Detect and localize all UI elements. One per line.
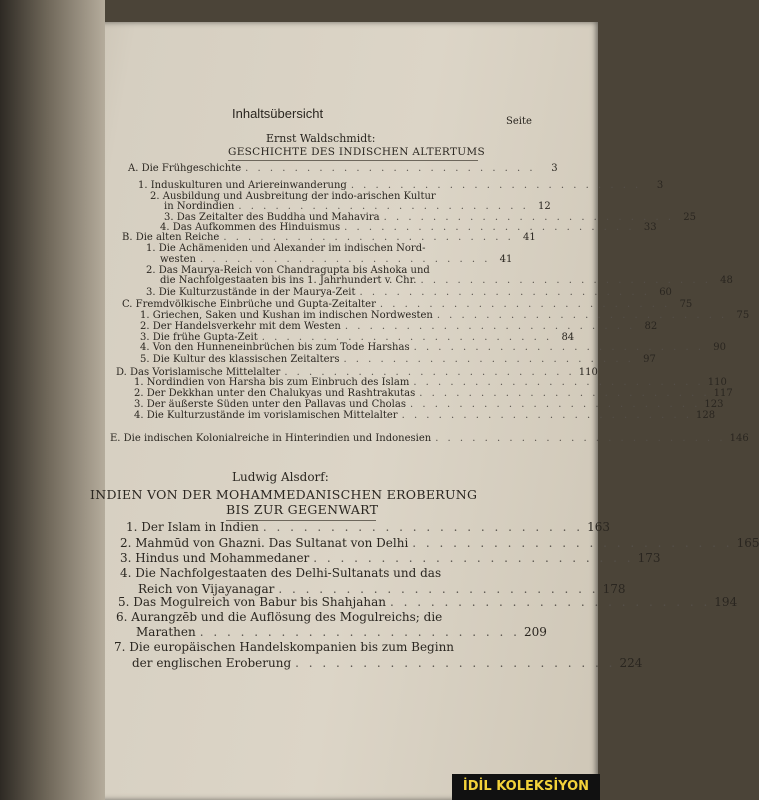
toc-entry-page: 48 bbox=[720, 275, 733, 286]
toc-leader-dots: . . . . . . . . . . . . . . . . . . . . . . . . bbox=[245, 163, 536, 174]
toc-entry-page: 178 bbox=[602, 582, 626, 596]
toc-entry-page: 12 bbox=[538, 201, 551, 212]
toc-leader-dots: . . . . . . . . . . . . . . . . . . . . . . . . bbox=[344, 321, 636, 332]
part1-toc-entry bbox=[160, 275, 733, 286]
toc-entry-label: westen bbox=[160, 254, 196, 265]
part2-title-line2: BIS ZUR GEGENWART bbox=[226, 502, 379, 517]
toc-leader-dots: . . . . . . . . . . . . . . . . . . . . . . . . bbox=[313, 551, 634, 565]
toc-entry-page: 33 bbox=[643, 222, 657, 233]
toc-entry-page: 110 bbox=[707, 377, 727, 388]
toc-entry-label: 1. Griechen, Saken und Kushan im indischen Nordwesten bbox=[140, 310, 433, 321]
part2-toc-entry bbox=[126, 520, 611, 534]
part1-toc-entry bbox=[122, 299, 693, 310]
toc-entry-label: 4. Die Kulturzustände im vorislamischen Mittelalter bbox=[134, 410, 398, 421]
toc-entry-page: 60 bbox=[659, 287, 672, 298]
toc-leader-dots: . . . . . . . . . . . . . . . . . . . . . . . . bbox=[435, 433, 726, 444]
part1-title-rule bbox=[228, 160, 478, 161]
part1-toc-entry bbox=[122, 232, 536, 243]
part2-toc-entry bbox=[136, 625, 547, 639]
toc-entry-page: 25 bbox=[683, 212, 697, 223]
toc-leader-dots: . . . . . . . . . . . . . . . . . . . . . . . . bbox=[413, 377, 704, 388]
toc-entry-label: Reich von Vijayanagar bbox=[138, 582, 275, 596]
toc-entry-page: 128 bbox=[696, 410, 716, 421]
part1-title: GESCHICHTE DES INDISCHEN ALTERTUMS bbox=[228, 146, 485, 158]
toc-leader-dots: . . . . . . . . . . . . . . . . . . . . . . . . bbox=[278, 582, 599, 596]
toc-leader-dots: . . . . . . . . . . . . . . . . . . . . . . . . bbox=[412, 536, 733, 550]
toc-entry-label: in Nordindien bbox=[164, 201, 235, 212]
part1-toc-entry bbox=[134, 388, 733, 399]
toc-leader-dots: . . . . . . . . . . . . . . . . . . . . . . . . bbox=[419, 388, 710, 399]
toc-leader-dots: . . . . . . . . . . . . . . . . . . . . . . . . bbox=[436, 310, 728, 321]
toc-leader-dots: . . . . . . . . . . . . . . . . . . . . . . . . bbox=[420, 275, 711, 286]
toc-leader-dots: . . . . . . . . . . . . . . . . . . . . . . . . bbox=[379, 299, 671, 310]
toc-entry-label: 2. Ausbildung und Ausbreitung der indo-arischen Kultur bbox=[150, 191, 436, 202]
part1-toc-entry bbox=[128, 163, 558, 174]
toc-entry-label: 3. Die frühe Gupta-Zeit bbox=[140, 332, 258, 343]
toc-entry-page: 117 bbox=[713, 388, 733, 399]
part2-author: Ludwig Alsdorf: bbox=[232, 470, 329, 484]
toc-entry-label: 2. Mahmūd von Ghazni. Das Sultanat von Delhi bbox=[120, 536, 409, 550]
part1-toc-entry bbox=[164, 201, 551, 212]
toc-heading: Inhaltsübersicht bbox=[232, 106, 324, 121]
toc-entry-page: 194 bbox=[714, 595, 738, 609]
part1-toc-entry bbox=[110, 433, 749, 444]
toc-leader-dots: . . . . . . . . . . . . . . . . . . . . . . . . bbox=[199, 625, 520, 639]
toc-entry-label: 3. Hindus und Mohammedaner bbox=[120, 551, 310, 565]
toc-entry-label: A. Die Frühgeschichte bbox=[128, 163, 242, 174]
toc-entry-label: 2. Der Handelsverkehr mit dem Westen bbox=[140, 321, 341, 332]
toc-leader-dots: . . . . . . . . . . . . . . . . . . . . . . . . bbox=[261, 332, 553, 343]
toc-leader-dots: . . . . . . . . . . . . . . . . . . . . . . . . bbox=[343, 354, 634, 365]
toc-entry-label: E. Die indischen Kolonialreiche in Hinterindien und Indonesien bbox=[110, 433, 432, 444]
toc-entry-label: 4. Die Nachfolgestaaten des Delhi-Sultanats und das bbox=[120, 566, 442, 580]
toc-entry-label: 5. Das Mogulreich von Babur bis Shahjahan bbox=[118, 595, 387, 609]
toc-entry-label: 1. Der Islam in Indien bbox=[126, 520, 259, 534]
toc-leader-dots: . . . . . . . . . . . . . . . . . . . . . . . . bbox=[344, 222, 635, 233]
part2-title-line1: INDIEN VON DER MOHAMMEDANISCHEN EROBERUNG bbox=[90, 487, 478, 502]
toc-entry-page: 224 bbox=[619, 656, 643, 670]
toc-entry-label: 4. Von den Hunneneinbrüchen bis zum Tode Harshas bbox=[140, 342, 410, 353]
part2-toc-entry bbox=[120, 536, 759, 550]
part1-toc-entry bbox=[146, 243, 496, 254]
toc-leader-dots: . . . . . . . . . . . . . . . . . . . . . . . . bbox=[284, 367, 575, 378]
part1-author: Ernst Waldschmidt: bbox=[266, 132, 376, 145]
toc-leader-dots: . . . . . . . . . . . . . . . . . . . . . . . . bbox=[200, 254, 491, 265]
toc-entry-page: 123 bbox=[704, 399, 724, 410]
part1-toc-entry bbox=[146, 287, 672, 298]
toc-entry-page: 90 bbox=[713, 342, 726, 353]
toc-entry-label: 6. Aurangzēb und die Auflösung des Mogulreichs; die bbox=[116, 610, 443, 624]
toc-leader-dots: . . . . . . . . . . . . . . . . . . . . . . . . bbox=[238, 201, 529, 212]
toc-entry-label: Marathen bbox=[136, 625, 196, 639]
toc-entry-page: 75 bbox=[679, 299, 693, 310]
toc-entry-page: 84 bbox=[561, 332, 575, 343]
part1-toc-entry bbox=[140, 310, 750, 321]
toc-entry-page: 163 bbox=[587, 520, 611, 534]
toc-entry-page: 41 bbox=[523, 232, 536, 243]
toc-entry-page: 97 bbox=[643, 354, 656, 365]
part1-toc-entry bbox=[140, 321, 658, 332]
toc-leader-dots: . . . . . . . . . . . . . . . . . . . . . . . . bbox=[409, 399, 701, 410]
toc-entry-label: 4. Das Aufkommen des Hinduismus bbox=[160, 222, 341, 233]
toc-entry-label: 2. Das Maurya-Reich von Chandragupta bis Ashoka und bbox=[146, 265, 430, 276]
toc-entry-label: 1. Die Achämeniden und Alexander im indischen Nord- bbox=[146, 243, 426, 254]
part2-toc-entry bbox=[120, 551, 661, 565]
page-column-label: Seite bbox=[506, 116, 532, 127]
toc-entry-label: 3. Die Kulturzustände in der Maurya-Zeit bbox=[146, 287, 356, 298]
toc-leader-dots: . . . . . . . . . . . . . . . . . . . . . . . . bbox=[401, 410, 692, 421]
part1-toc-entry bbox=[140, 342, 726, 353]
toc-entry-label: 5. Die Kultur des klassischen Zeitalters bbox=[140, 354, 340, 365]
part1-toc-entry bbox=[134, 410, 716, 421]
toc-leader-dots: . . . . . . . . . . . . . . . . . . . . . . . . bbox=[390, 595, 711, 609]
toc-entry-page: 82 bbox=[644, 321, 658, 332]
toc-leader-dots: . . . . . . . . . . . . . . . . . . . . . . . . bbox=[350, 180, 642, 191]
toc-entry-page: 110 bbox=[578, 367, 598, 378]
part1-toc-entry bbox=[138, 180, 664, 191]
part2-toc-entry bbox=[120, 566, 500, 580]
toc-entry-label: 3. Der äußerste Süden unter den Pallavas und Cholas bbox=[134, 399, 406, 410]
part1-toc-entry bbox=[160, 254, 513, 265]
toc-entry-label: D. Das Vorislamische Mittelalter bbox=[116, 367, 281, 378]
part1-toc-entry bbox=[134, 399, 724, 410]
part2-toc-entry bbox=[138, 582, 626, 596]
toc-entry-page: 3 bbox=[551, 163, 558, 174]
toc-entry-label: 1. Nordindien von Harsha bis zum Einbruch des Islam bbox=[134, 377, 410, 388]
toc-leader-dots: . . . . . . . . . . . . . . . . . . . . . . . . bbox=[262, 520, 584, 534]
toc-entry-label: 1. Induskulturen und Ariereinwanderung bbox=[138, 180, 347, 191]
watermark-label: İDİL KOLEKSİYON bbox=[452, 774, 600, 800]
part2-toc-entry bbox=[116, 610, 500, 624]
toc-entry-page: 146 bbox=[729, 433, 749, 444]
part2-toc-entry bbox=[114, 640, 500, 654]
toc-leader-dots: . . . . . . . . . . . . . . . . . . . . . . . . bbox=[295, 656, 616, 670]
toc-entry-page: 165 bbox=[736, 536, 759, 550]
toc-entry-page: 209 bbox=[524, 625, 547, 639]
part1-toc-entry bbox=[140, 354, 656, 365]
toc-entry-page: 3 bbox=[656, 180, 664, 191]
part2-toc-entry bbox=[132, 656, 643, 670]
toc-entry-page: 41 bbox=[499, 254, 513, 265]
toc-entry-label: der englischen Eroberung bbox=[132, 656, 292, 670]
part1-toc-entry bbox=[134, 377, 727, 388]
toc-leader-dots: . . . . . . . . . . . . . . . . . . . . . . . . bbox=[359, 287, 650, 298]
toc-entry-label: C. Fremdvölkische Einbrüche und Gupta-Zeitalter bbox=[122, 299, 376, 310]
toc-entry-page: 75 bbox=[736, 310, 750, 321]
toc-leader-dots: . . . . . . . . . . . . . . . . . . . . . . . . bbox=[383, 212, 675, 223]
toc-entry-label: 7. Die europäischen Handelskompanien bis zum Beginn bbox=[114, 640, 455, 654]
part2-toc-entry bbox=[118, 595, 738, 609]
toc-leader-dots: . . . . . . . . . . . . . . . . . . . . . . . . bbox=[413, 342, 704, 353]
toc-entry-page: 173 bbox=[637, 551, 661, 565]
toc-entry-label: die Nachfolgestaaten bis ins 1. Jahrhundert v. Chr. bbox=[160, 275, 417, 286]
toc-entry-label: 2. Der Dekkhan unter den Chalukyas und Rashtrakutas bbox=[134, 388, 416, 399]
toc-leader-dots: . . . . . . . . . . . . . . . . . . . . . . . . bbox=[223, 232, 514, 243]
toc-entry-label: B. Die alten Reiche bbox=[122, 232, 220, 243]
toc-entry-label: 3. Das Zeitalter des Buddha und Mahavira bbox=[164, 212, 380, 223]
